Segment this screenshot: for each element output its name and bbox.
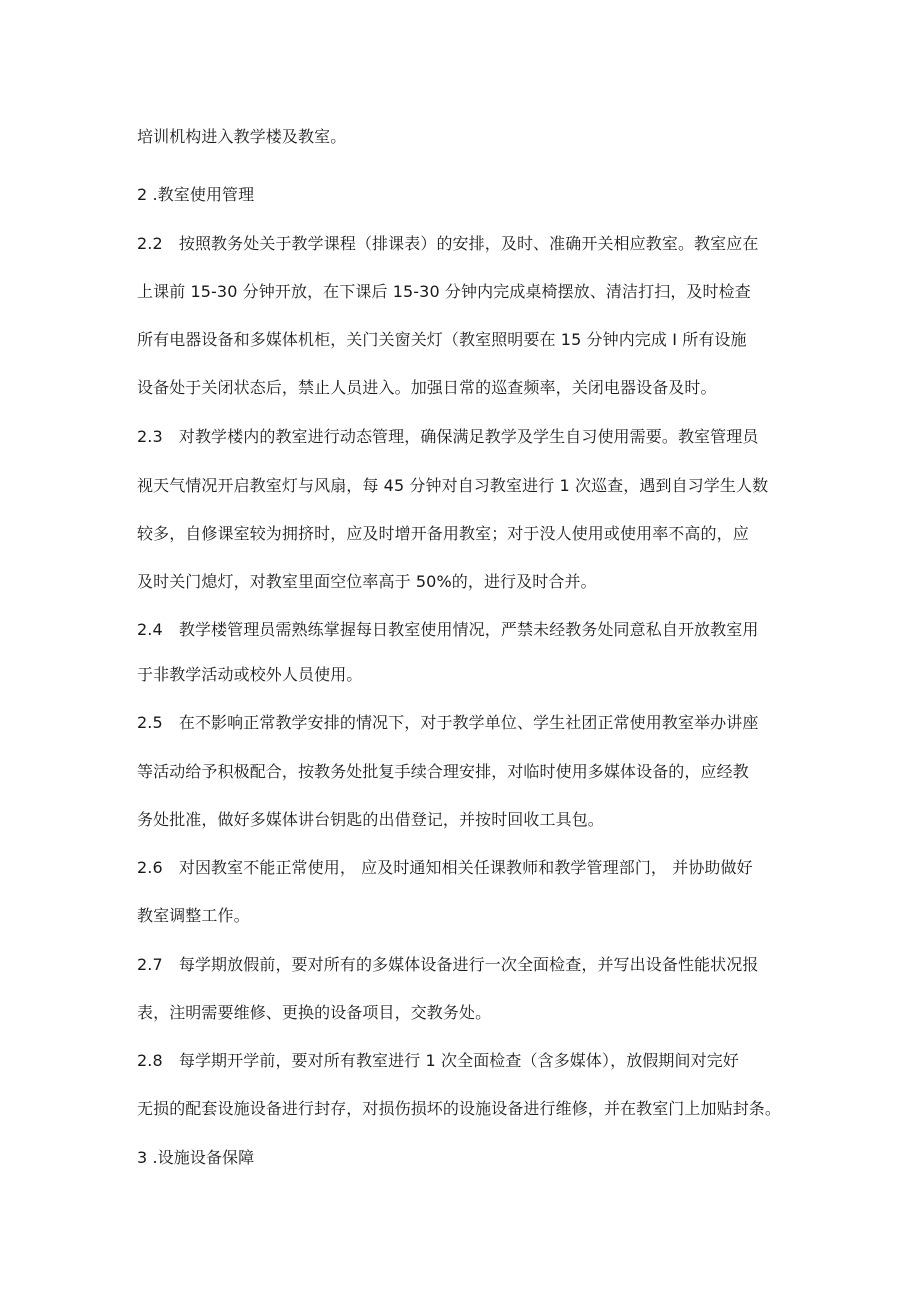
text-line: 于非教学活动或校外人员使用。 — [137, 665, 363, 684]
text-line: 2.5 在不影响正常教学安排的情况下，对于教学单位、学生社团正常使用教室举办讲座 — [137, 713, 759, 732]
text-line: 培训机构进入教学楼及教室。 — [137, 127, 347, 146]
text-line: 表，注明需要维修、更换的设备项目，交教务处。 — [137, 1003, 492, 1022]
text-line: 2.2 按照教务处关于教学课程（排课表）的安排，及时、准确开关相应教室。教室应在 — [137, 234, 759, 253]
text-line: 较多，自修课室较为拥挤时，应及时增开备用教室；对于没人使用或使用率不高的，应 — [137, 524, 749, 543]
text-line: 上课前 15-30 分钟开放，在下课后 15-30 分钟内完成桌椅摆放、清洁打扫，及时检查 — [137, 282, 751, 301]
text-line: 无损的配套设施设备进行封存，对损伤损坏的设施设备进行维修，并在教室门上加贴封条。 — [137, 1099, 782, 1118]
text-line: 2.7 每学期放假前，要对所有的多媒体设备进行一次全面检查，并写出设备性能状况报 — [137, 955, 759, 974]
text-line: 2.6 对因教室不能正常使用， 应及时通知相关任课教师和教学管理部门， 并协助做好 — [137, 858, 753, 877]
text-line: 等活动给予积极配合，按教务处批复手续合理安排，对临时使用多媒体设备的，应经教 — [137, 762, 749, 781]
text-line: 设备处于关闭状态后，禁止人员进入。加强日常的巡查频率，关闭电器设备及时。 — [137, 378, 717, 397]
text-line: 视天气情况开启教室灯与风扇，每 45 分钟对自习教室进行 1 次巡查，遇到自习学生人数 — [137, 476, 769, 495]
text-line: 教室调整工作。 — [137, 906, 250, 925]
section-heading: 2 .教室使用管理 — [137, 185, 255, 204]
text-line: 2.8 每学期开学前，要对所有教室进行 1 次全面检查（含多媒体），放假期间对完好 — [137, 1051, 739, 1070]
text-line: 2.3 对教学楼内的教室进行动态管理，确保满足教学及学生自习使用需要。教室管理员 — [137, 427, 759, 446]
text-line: 所有电器设备和多媒体机柜，关门关窗关灯（教室照明要在 15 分钟内完成 I 所有设施 — [137, 330, 747, 349]
text-line: 务处批准，做好多媒体讲台钥匙的出借登记，并按时回收工具包。 — [137, 810, 604, 829]
text-line: 2.4 教学楼管理员需熟练掌握每日教室使用情况，严禁未经教务处同意私自开放教室用 — [137, 620, 759, 639]
section-heading: 3 .设施设备保障 — [137, 1148, 255, 1167]
text-line: 及时关门熄灯，对教室里面空位率高于 50%的，进行及时合并。 — [137, 572, 597, 591]
